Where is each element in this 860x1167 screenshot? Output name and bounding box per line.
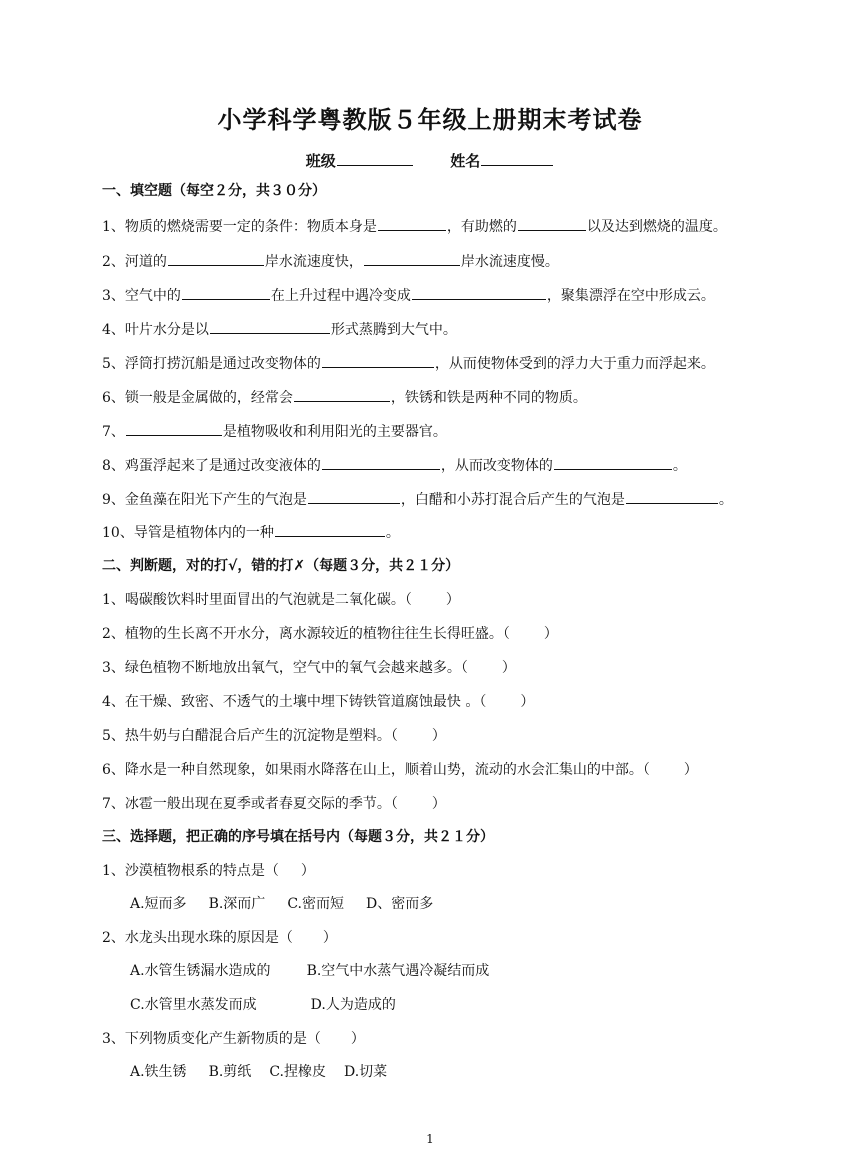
answer-blank[interactable] <box>554 455 672 470</box>
option-c[interactable]: C.水管里水蒸发而成 <box>130 997 257 1013</box>
option-a[interactable]: A.铁生锈 <box>130 1064 187 1080</box>
class-blank[interactable] <box>337 151 413 166</box>
class-label: 班级 <box>305 152 336 170</box>
answer-blank[interactable] <box>364 251 460 266</box>
choice-question-3: 3、下列物质变化产生新物质的是（ ） <box>102 1031 365 1047</box>
fill-question-6: 6、锁一般是金属做的，经常会 ，铁锈和铁是两种不同的物质。 <box>102 387 587 408</box>
answer-blank[interactable] <box>126 421 222 436</box>
answer-blank[interactable] <box>210 319 330 334</box>
answer-blank[interactable] <box>168 251 264 266</box>
student-info-line <box>0 150 860 171</box>
option-b[interactable]: B.空气中水蒸气遇冷凝结而成 <box>306 963 490 979</box>
judge-question-5: 5、热牛奶与白醋混合后产生的沉淀物是塑料。（ ） <box>102 728 446 744</box>
choice-options-1 <box>130 894 455 914</box>
fill-question-7: 7、 是植物吸收和利用阳光的主要器官。 <box>102 421 447 442</box>
fill-question-5: 5、浮筒打捞沉船是通过改变物体的 ，从而使物体受到的浮力大于重力而浮起来。 <box>102 353 715 374</box>
answer-blank[interactable] <box>626 489 718 504</box>
name-blank[interactable] <box>481 151 553 166</box>
choice-question-1: 1、沙漠植物根系的特点是（ ） <box>102 863 315 879</box>
option-a[interactable]: A.水管生锈漏水造成的 <box>130 963 271 979</box>
fill-question-4: 4、叶片水分是以 形式蒸腾到大气中。 <box>102 319 457 340</box>
answer-blank[interactable] <box>412 285 546 300</box>
fill-question-2: 2、河道的 岸水流速度快， 岸水流速度慢。 <box>102 251 559 272</box>
option-d[interactable]: D.切菜 <box>343 1064 388 1080</box>
section3-heading: 三、选择题，把正确的序号填在括号内（每题３分，共２１分） <box>102 829 494 845</box>
answer-blank[interactable] <box>322 353 434 368</box>
answer-blank[interactable] <box>308 489 400 504</box>
option-c[interactable]: C.捏橡皮 <box>269 1064 326 1080</box>
option-a[interactable]: A.短而多 <box>130 896 187 912</box>
judge-question-2: 2、植物的生长离不开水分，离水源较近的植物往往生长得旺盛。（ ） <box>102 626 558 642</box>
option-b[interactable]: B.剪纸 <box>208 1064 252 1080</box>
section1-heading: 一、填空题（每空２分，共３０分） <box>102 183 326 199</box>
fill-question-1: 1、物质的燃烧需要一定的条件：物质本身是 ，有助燃的 以及达到燃烧的温度。 <box>102 216 727 237</box>
judge-question-7: 7、冰雹一般出现在夏季或者春夏交际的季节。（ ） <box>102 796 446 812</box>
option-d[interactable]: D、密而多 <box>365 896 434 912</box>
judge-question-3: 3、绿色植物不断地放出氧气，空气中的氧气会越来越多。（ ） <box>102 660 516 676</box>
answer-blank[interactable] <box>275 522 385 537</box>
answer-blank[interactable] <box>322 455 440 470</box>
fill-question-8: 8、鸡蛋浮起来了是通过改变液体的 ，从而改变物体的 。 <box>102 455 687 476</box>
answer-blank[interactable] <box>182 285 270 300</box>
fill-question-10: 10、导管是植物体内的一种 。 <box>102 522 400 543</box>
answer-blank[interactable] <box>294 387 390 402</box>
fill-question-9: 9、金鱼藻在阳光下产生的气泡是 ，白醋和小苏打混合后产生的气泡是 。 <box>102 489 733 510</box>
page-number: 1 <box>426 1132 434 1146</box>
fill-question-3: 3、空气中的 在上升过程中遇冷变成 ，聚集漂浮在空中形成云。 <box>102 285 715 306</box>
judge-question-6: 6、降水是一种自然现象，如果雨水降落在山上，顺着山势，流动的水会汇集山的中部。（ ） <box>102 762 698 778</box>
name-label: 姓名 <box>450 152 481 170</box>
section2-heading: 二、判断题，对的打√，错的打✗（每题３分，共２１分） <box>102 558 460 574</box>
choice-question-2: 2、水龙头出现水珠的原因是（ ） <box>102 930 337 946</box>
judge-question-1: 1、喝碳酸饮料时里面冒出的气泡就是二氧化碳。（ ） <box>102 592 460 608</box>
option-c[interactable]: C.密而短 <box>287 896 344 912</box>
option-b[interactable]: B.深而广 <box>208 896 266 912</box>
choice-options-2b <box>130 995 418 1015</box>
answer-blank[interactable] <box>518 216 586 231</box>
judge-question-4: 4、在干燥、致密、不透气的土壤中埋下铸铁管道腐蚀最快 。（ ） <box>102 694 535 710</box>
option-d[interactable]: D.人为造成的 <box>310 997 396 1013</box>
answer-blank[interactable] <box>378 216 446 231</box>
choice-options-2a <box>130 961 511 981</box>
page-title: 小学科学粤教版５年级上册期末考试卷 <box>217 105 643 134</box>
choice-options-3 <box>130 1062 409 1082</box>
